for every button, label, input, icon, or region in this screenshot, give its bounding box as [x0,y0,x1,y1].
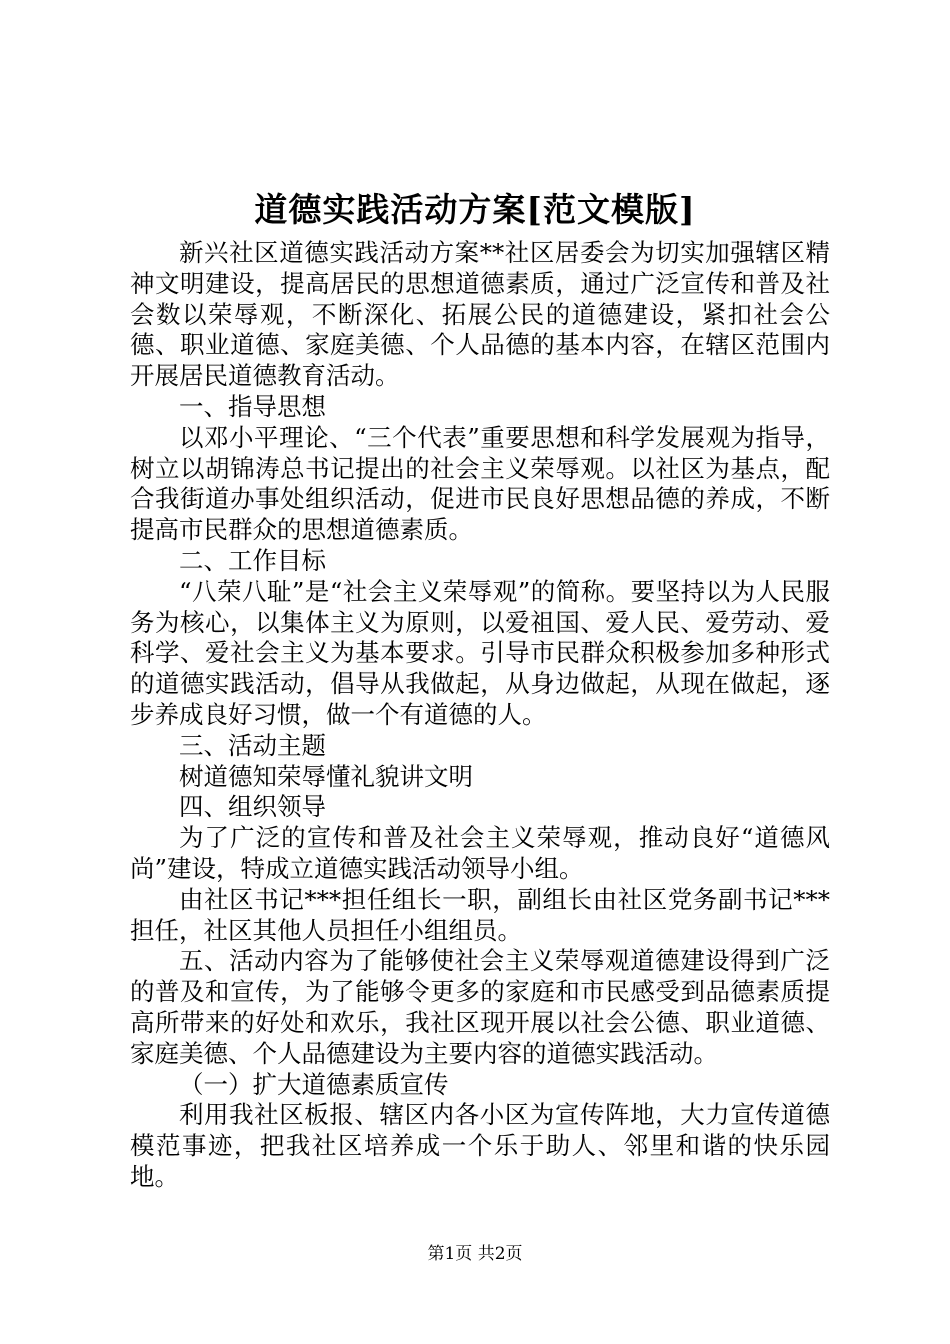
paragraph-promotion: 利用我社区板报、辖区内各小区为宣传阵地，大力宣传道德模范事迹，把我社区培养成一个乐于助人、邻里和谐的快乐园地。 [130,1100,830,1191]
page-footer: 第1页 共2页 [427,1244,523,1264]
paragraph-work-goals: “八荣八耻”是“社会主义荣辱观”的简称。要坚持以为人民服务为核心，以集体主义为原则，以爱祖国、爱人民、爱劳动、爱科学、爱社会主义为基本要求。引导市民群众积极参加多种形式的道德实践活动，倡导从我做起，从身边做起，从现在做起，逐步养成良好习惯，做一个有道德的人。 [130,576,830,729]
heading-work-goals: 二、工作目标 [179,545,326,575]
paragraph-activity-content: 五、活动内容为了能够使社会主义荣辱观道德建设得到广泛的普及和宣传，为了能够令更多的家庭和市民感受到品德素质提高所带来的好处和欢乐，我社区现开展以社会公德、职业道德、家庭美德、个人品德建设为主要内容的道德实践活动。 [130,946,830,1068]
paragraph-guiding-ideology: 以邓小平理论、“三个代表”重要思想和科学发展观为指导，树立以胡锦涛总书记提出的社会主义荣辱观。以社区为基点，配合我街道办事处组织活动，促进市民良好思想品德的养成，不断提高市民群众的思想道德素质。 [130,422,830,545]
paragraph-organization: 为了广泛的宣传和普及社会主义荣辱观，推动良好“道德风尚”建设，特成立道德实践活动领导小组。 [130,823,830,883]
paragraph-leadership: 由社区书记***担任组长一职，副组长由社区党务副书记***担任，社区其他人员担任小组组员。 [130,884,830,945]
heading-organization: 四、组织领导 [179,792,326,822]
heading-guiding-ideology: 一、指导思想 [179,391,326,421]
paragraph-intro: 新兴社区道德实践活动方案**社区居委会为切实加强辖区精神文明建设，提高居民的思想道德素质，通过广泛宣传和普及社会数以荣辱观，不断深化、拓展公民的道德建设，紧扣社会公德、职业道德、家庭美德、个人品德的基本内容，在辖区范围内开展居民道德教育活动。 [130,238,830,391]
heading-promotion: （一）扩大道德素质宣传 [179,1069,449,1099]
paragraph-activity-theme: 树道德知荣辱懂礼貌讲文明 [179,761,473,791]
document-body [130,238,830,1193]
heading-activity-theme: 三、活动主题 [179,730,326,760]
document-title: 道德实践活动方案[范文模版] [254,190,696,229]
